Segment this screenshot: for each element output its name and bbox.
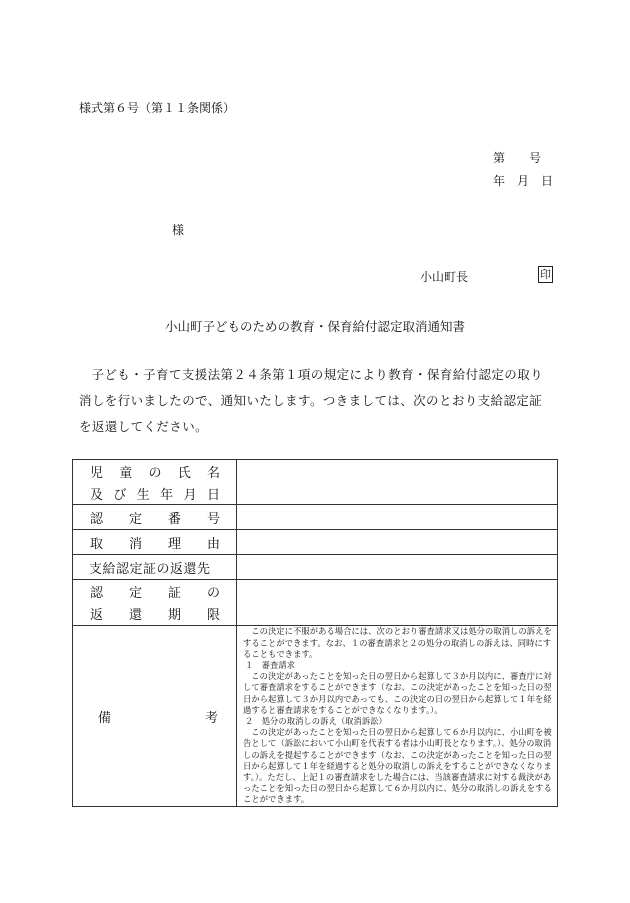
- value-remarks: [237, 626, 558, 807]
- value-return-address: [237, 555, 558, 580]
- document-title: 小山町子どものための教育・保育給付認定取消通知書: [164, 319, 465, 334]
- row-return-address: [73, 555, 558, 580]
- remarks-item1-text: この決定があったことを知った日の翌日から起算して３か月以内に、審査庁に対して審査請求をすることができます（なお、この決定があったことを知った日の翌日から起算して３か月以内であっても、この決定の日の翌日から起算して１年を経過すると審査請求をすることができなくなります。）。: [243, 671, 552, 715]
- remarks-item2-header: ２ 処分の取消しの訴え（取消訴訟）: [245, 716, 387, 726]
- label-child-name-line1: 児 童 の 氏 名: [90, 465, 220, 481]
- date-line: 年 月 日: [493, 174, 554, 188]
- row-cancel-reason: [73, 530, 558, 555]
- value-return-period: [237, 580, 558, 626]
- sender-name: 小山町長: [420, 270, 469, 284]
- row-child-name: [73, 460, 558, 505]
- row-return-period: [73, 580, 558, 626]
- label-return-address: 支給認定証の返還先: [73, 555, 237, 580]
- value-child-name: [237, 460, 558, 505]
- label-return-period: 認 定 証 の 返 還 期 限: [73, 580, 237, 626]
- label-cert-number: 認 定 番 号: [73, 505, 237, 530]
- row-remarks: [73, 626, 558, 807]
- addressee-suffix: 様: [172, 223, 185, 237]
- info-table: [72, 459, 558, 807]
- seal-mark: 印: [540, 268, 551, 281]
- body-paragraph: 子ども・子育て支援法第２４条第１項の規定により教育・保育給付認定の取り消しを行いましたので、通知いたします。つきましては、次のとおり支給認定証を返還してください。: [79, 367, 544, 434]
- remarks-item1-header: １ 審査請求: [245, 659, 296, 670]
- label-child-name: [73, 460, 237, 505]
- remarks-item2-text: この決定があったことを知った日の翌日から起算して６か月以内に、小山町を被告として（訴訟において小山町を代表する者は小山町長となります。）、処分の取消しの訴えを提起することができます（なお、この決定があったことを知った日の翌日から起算して１年を経過すると処分の取消しの訴えをすることができなくなります。）。ただし、上記１の審査請求をした場合には、当該審査請求に対する裁決があったことを知った日の翌日から起算して６か月以内に、処分の取消しの訴えをすることができます。: [243, 727, 552, 805]
- row-cert-number: [73, 505, 558, 530]
- document-number-line: 第 号: [493, 151, 542, 165]
- form-number: 様式第６号（第１１条関係）: [79, 101, 236, 115]
- remarks-text: [237, 626, 557, 805]
- label-cancel-reason: 取 消 理 由: [73, 530, 237, 555]
- value-cancel-reason: [237, 530, 558, 555]
- label-remarks: 備 考: [73, 626, 237, 807]
- label-child-name-line2: 及 び 生 年 月 日: [90, 487, 220, 503]
- value-cert-number: [237, 505, 558, 530]
- remarks-intro: この決定に不服がある場合には、次のとおり審査請求又は処分の取消しの訴えをすることができます。なお、１の審査請求と２の処分の取消しの訴えは、同時にすることもできます。: [243, 626, 552, 659]
